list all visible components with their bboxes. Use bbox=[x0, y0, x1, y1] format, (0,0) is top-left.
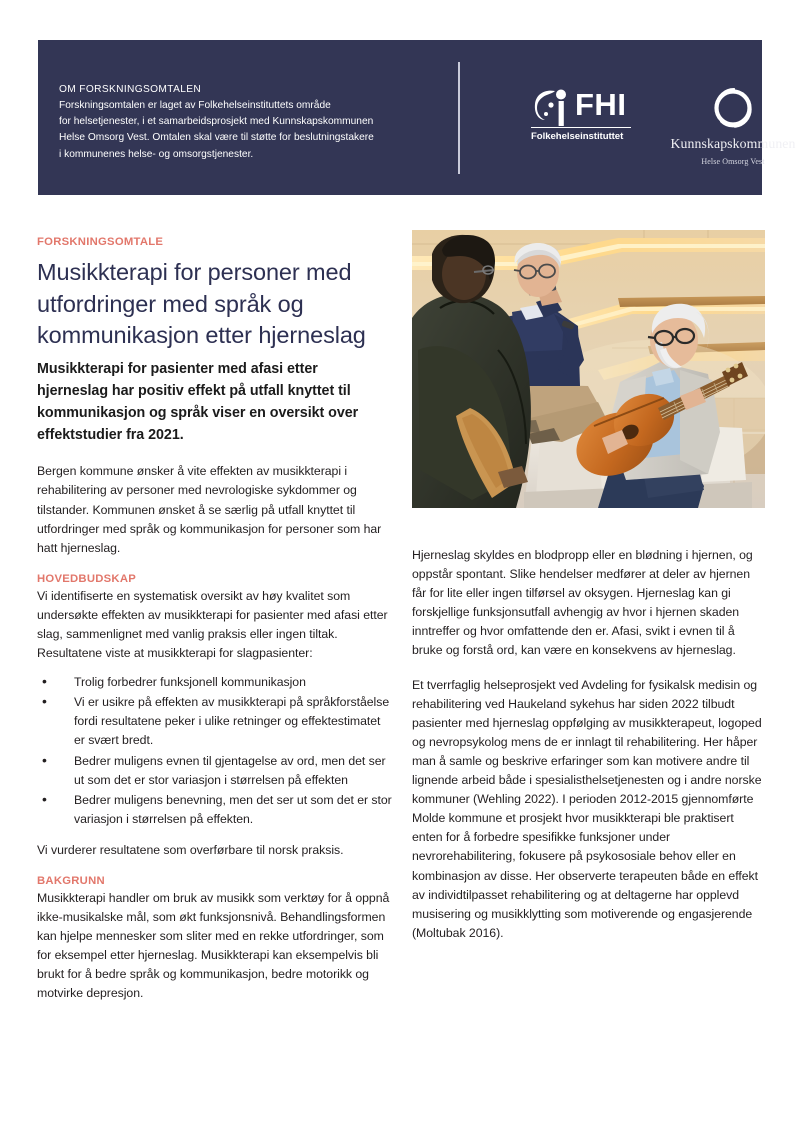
about-banner-text bbox=[59, 82, 449, 163]
fhi-subtitle: Folkehelseinstituttet bbox=[531, 131, 624, 142]
music-therapy-photo bbox=[412, 230, 765, 508]
right-column-paragraph-2: Et tverrfaglig helseprosjekt ved Avdeling for fysikalsk medisin og rehabilitering ved Haukeland sykehus har siden 2022 tilbudt pasienter med hjerneslag oppfølging av musikkterapeut, logoped og nevropsykolog mens de er innlagt til rehabilitering. Her håper man å samle og beskrive erfaringer som kan motivere andre til lignende arbeid både i spesialisthelsetjenesten og i andre norske kommuner (Wehling 2022). I perioden 2012-2015 gjennomførte Molde kommune et prosjekt hvor musikkterapi ble praktisert enten for å forbedre spesifikke funksjoner under nevrorehabilitering, fokusere på psykososiale behov eller en kombinasjon av disse. Her observerte terapeuten både en effekt av individtilpasset rehabilitering og at deltagerne har opplevd musisering og musikklytting som motiverende og engasjerende (Moltubak 2016). bbox=[412, 677, 762, 940]
kunnskapskommunen-wordmark: Kunnskapskommunen bbox=[670, 136, 796, 151]
list-item: • Vi er usikre på effekten av musikkterapi på språkforståelse fordi resultatene peker i ulike retninger og effektestimatet er svært bredt. bbox=[37, 693, 392, 750]
about-banner bbox=[38, 40, 796, 195]
about-banner-line-4: i kommunenes helse- og omsorgstjenester. bbox=[59, 148, 254, 160]
article-intro-paragraph: Bergen kommune ønsker å vite effekten av musikkterapi i rehabilitering av personer med nevrologiske sykdommer og tilstander. Kommunen ønsket å se særlig på utfall knyttet til utfordringer med språk og kommunikasjon for personer som har hatt hjerneslag. bbox=[37, 464, 382, 555]
list-item: • Trolig forbedrer funksjonell kommunikasjon bbox=[37, 673, 392, 692]
fhi-divider-rule bbox=[531, 127, 631, 128]
kunnskapskommunen-logo bbox=[658, 85, 800, 166]
article-lede: Musikkterapi for pasienter med afasi etter hjerneslag har positiv effekt på utfall knyttet til kommunikasjon og språk viser en oversikt over effektstudier fra 2021. bbox=[37, 360, 359, 444]
about-banner-heading: OM FORSKNINGSOMTALEN bbox=[59, 84, 202, 95]
section-heading-bakgrunn: BAKGRUNN bbox=[37, 875, 105, 887]
bakgrunn-paragraph: Musikkterapi handler om bruk av musikk som verktøy for å oppnå ikke-musikalske mål, som økt funksjonsnivå. Behandlingsformen kan hjelpe mennesker som sliter med en rekke utfordringer, som for eksempel etter hjerneslag. Musikkterapi kan eksempelvis bli brukt for å bedre språk og kommunikasjon, bedre motorikk og motvirke depresjon. bbox=[37, 891, 390, 1001]
page-title: Musikkterapi for personer med utfordringer med språk og kommunikasjon etter hjerneslag bbox=[37, 259, 366, 348]
list-item: • Bedrer muligens evnen til gjentagelse av ord, men det ser ut som det er stor variasjon i størrelsen på effekten bbox=[37, 752, 392, 790]
hovedbudskap-closing: Vi vurderer resultatene som overførbare til norsk praksis. bbox=[37, 842, 344, 857]
about-banner-line-2: for helsetjenester, i et samarbeidsprosjekt med Kunnskapskommunen bbox=[59, 116, 374, 128]
ring-icon bbox=[710, 118, 756, 135]
left-column bbox=[37, 236, 392, 1019]
fhi-logo bbox=[493, 82, 633, 154]
right-column-paragraph-1: Hjerneslag skyldes en blodpropp eller en blødning i hjernen, og oppstår spontant. Slike hendelser medfører at deler av hjernen får for lite eller ingen tilførsel av oksygen. Hjerneslag kan gi forskjellige funksjonsutfall avhengig av hvor i hjernen skaden inntreffer og hvor omfattende den er. Afasi, svikt i evnen til å bruke og forstå ord, kan være en konsekvens av hjerneslag. bbox=[412, 548, 753, 658]
hovedbudskap-bullet-list bbox=[37, 673, 392, 829]
kunnskapskommunen-subtitle: Helse Omsorg Vest bbox=[701, 157, 765, 166]
list-item: • Bedrer muligens benevning, men det ser ut som det er stor variasjon i størrelsen på effekten. bbox=[37, 791, 392, 829]
about-banner-line-3: Helse Omsorg Vest. Omtalen skal være til støtte for beslutningstakere bbox=[59, 132, 374, 144]
right-column bbox=[412, 546, 767, 958]
banner-vertical-divider bbox=[458, 62, 460, 174]
article-kicker: FORSKNINGSOMTALE bbox=[37, 236, 164, 248]
about-banner-line-1: Forskningsomtalen er laget av Folkehelseinstituttets område bbox=[59, 100, 331, 111]
fhi-wordmark: FHI bbox=[575, 87, 627, 122]
fhi-figure-icon bbox=[531, 88, 573, 126]
hovedbudskap-intro: Vi identifiserte en systematisk oversikt av høy kvalitet som undersøkte effekten av musikkterapi for pasienter med afasi etter slag, sammenlignet med vanlig praksis eller ingen tiltak. Resultatene viste at musikkterapi for slagpasienter: bbox=[37, 588, 388, 661]
section-heading-hovedbudskap: HOVEDBUDSKAP bbox=[37, 572, 137, 585]
